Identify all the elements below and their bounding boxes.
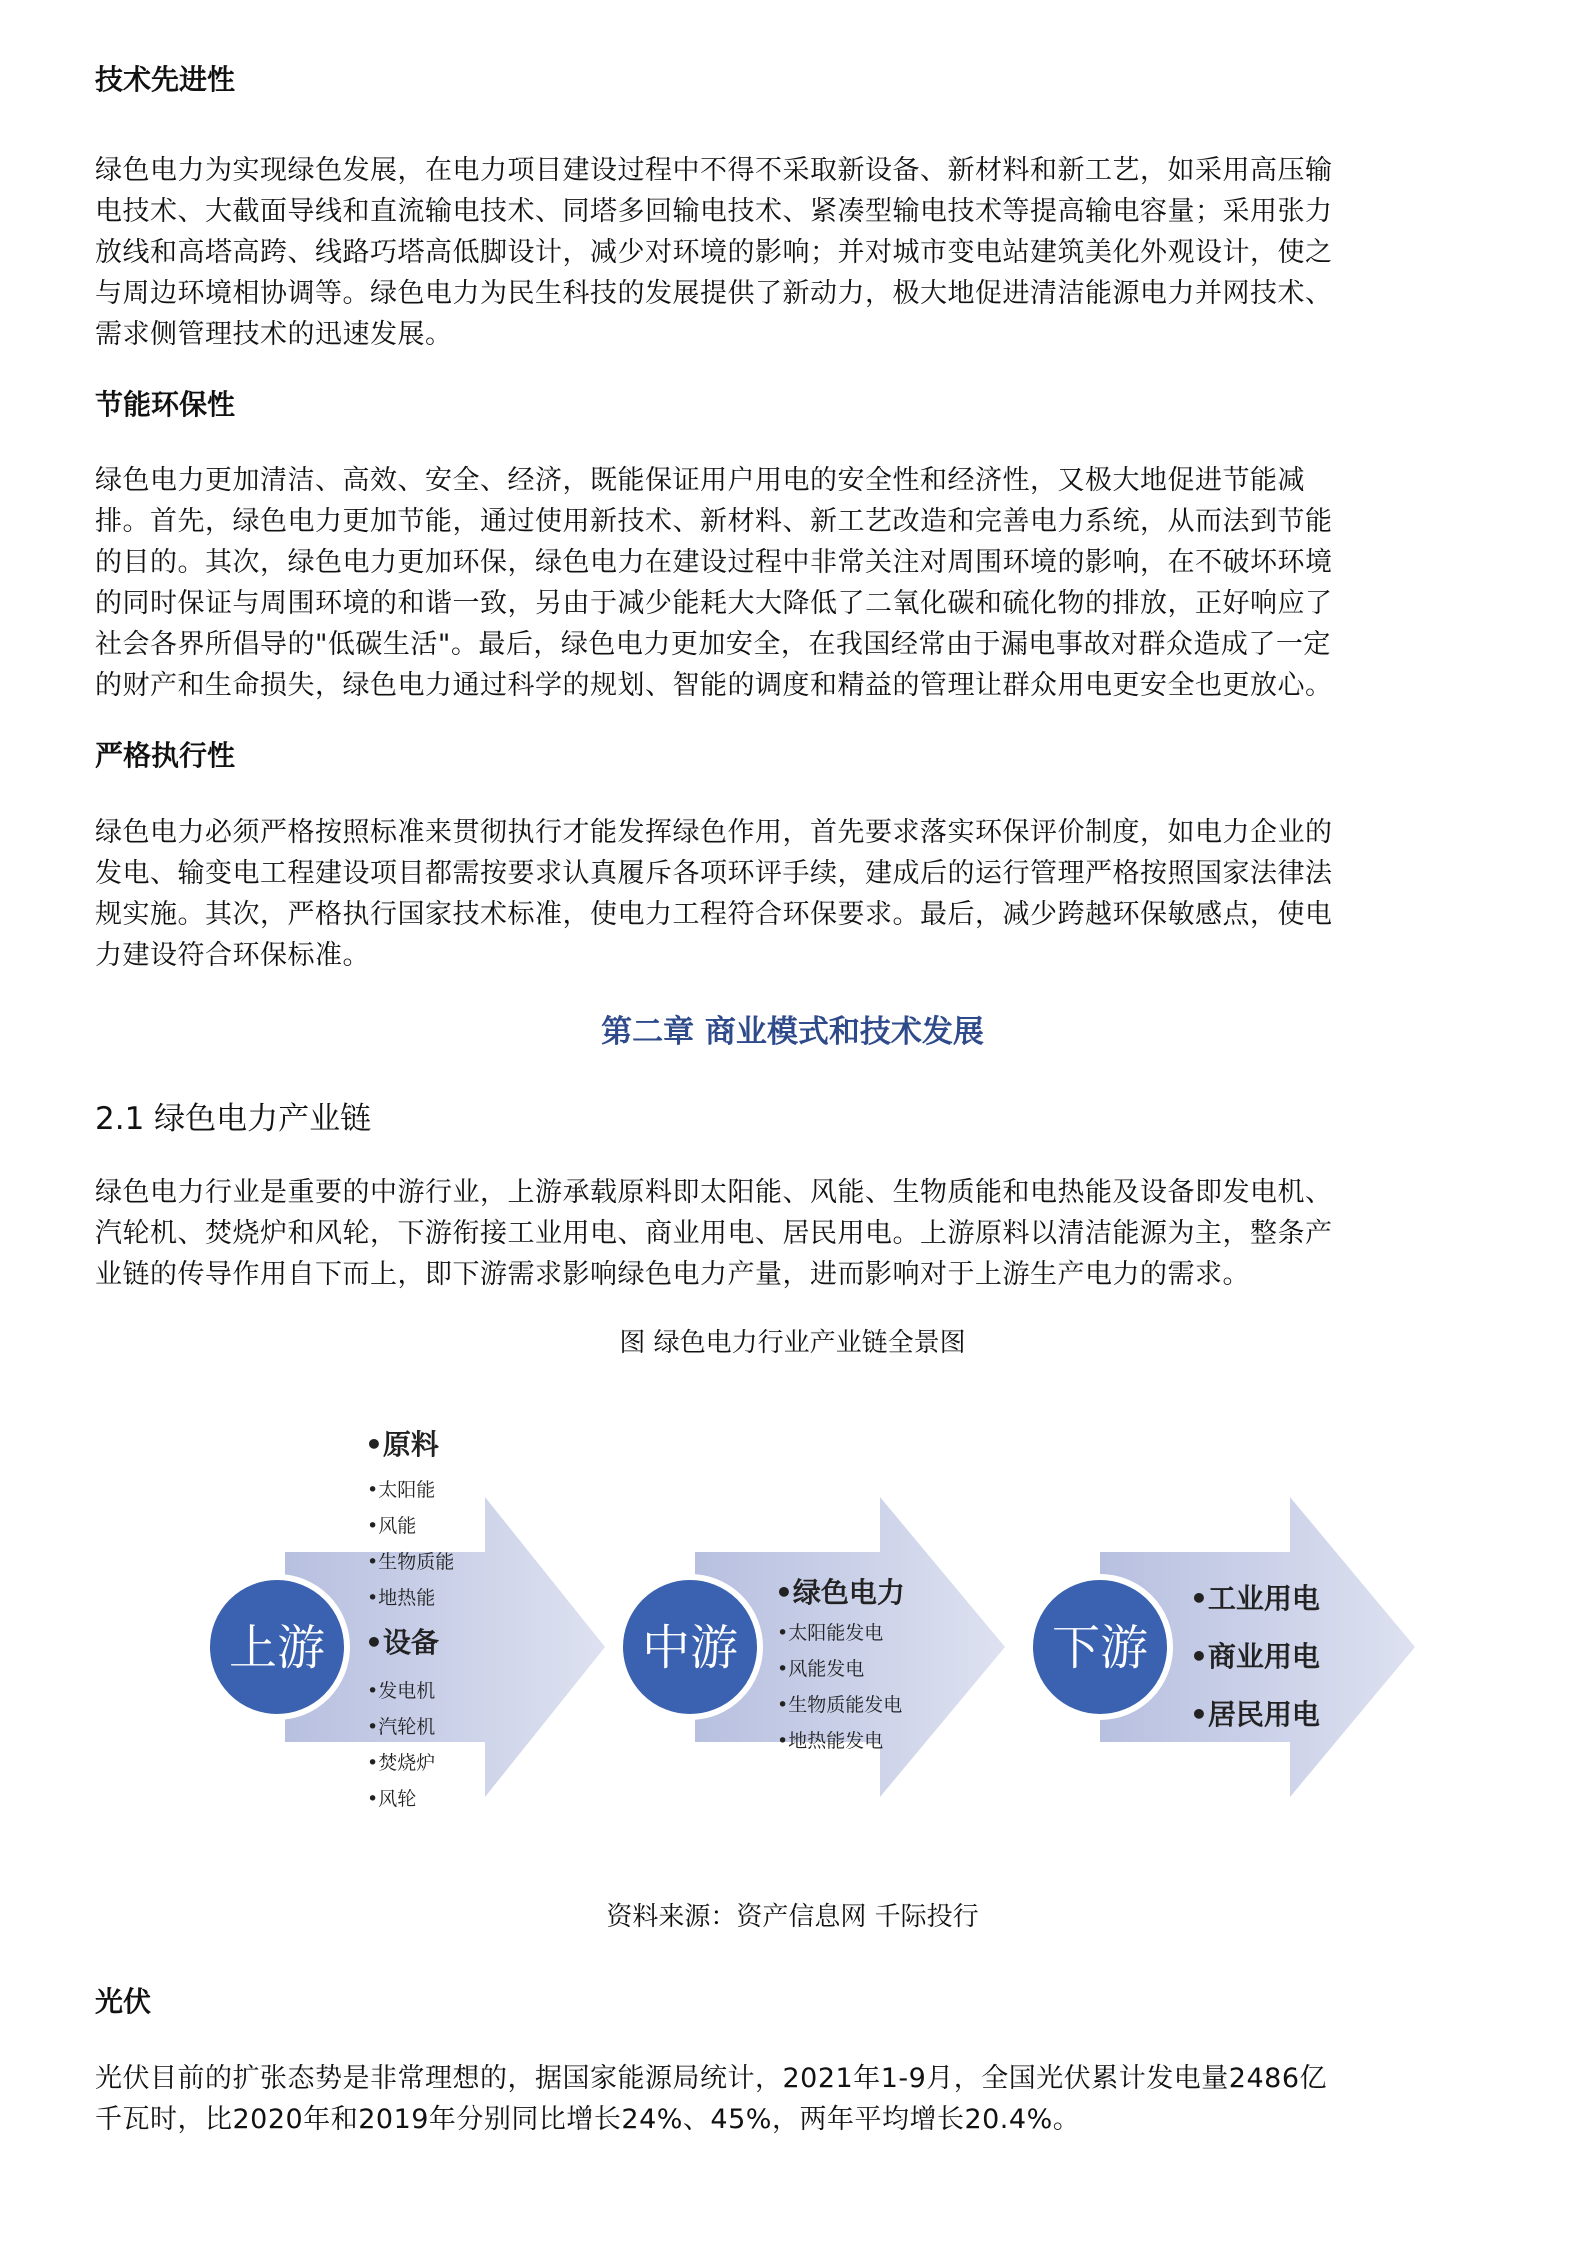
- upstream-item: •生物质能: [367, 1551, 455, 1573]
- energy-line: 的目的。其次，绿色电力更加环保，绿色电力在建设过程中非常关注对周围环境的影响，在不破坏环境: [95, 547, 1333, 578]
- upstream-item: •风轮: [367, 1788, 417, 1810]
- tech-line: 需求侧管理技术的迅速发展。: [95, 319, 453, 350]
- upstream-item: •太阳能: [367, 1479, 436, 1501]
- downstream-label: 下游: [1051, 1620, 1149, 1676]
- tech-line: 放线和高塔高跨、线路巧塔高低脚设计，减少对环境的影响；并对城市变电站建筑美化外观设计，使之: [95, 237, 1333, 268]
- heading-strict: 严格执行性: [95, 739, 236, 772]
- upstream-item: •发电机: [367, 1680, 436, 1702]
- upstream-item: •地热能: [367, 1587, 436, 1609]
- strict-line: 绿色电力必须严格按照标准来贯彻执行才能发挥绿色作用，首先要求落实环保评价制度，如电力企业的: [95, 817, 1333, 848]
- chain-line: 业链的传导作用自下而上，即下游需求影响绿色电力产量，进而影响对于上游生产电力的需求。: [95, 1259, 1250, 1290]
- industry-chain-figure: [205, 1412, 1450, 1872]
- strict-line: 规实施。其次，严格执行国家技术标准，使电力工程符合环保要求。最后，减少跨越环保敏感点，使电: [95, 899, 1333, 930]
- tech-line: 绿色电力为实现绿色发展，在电力项目建设过程中不得不采取新设备、新材料和新工艺，如采用高压输: [95, 155, 1333, 186]
- energy-line: 绿色电力更加清洁、高效、安全、经济，既能保证用户用电的安全性和经济性，又极大地促进节能减: [95, 465, 1305, 496]
- midstream-group: •绿色电力: [775, 1576, 905, 1609]
- tech-line: 与周边环境相协调等。绿色电力为民生科技的发展提供了新动力，极大地促进清洁能源电力并网技术、: [95, 278, 1333, 309]
- strict-paragraph: [95, 812, 1515, 976]
- midstream-item: •生物质能发电: [777, 1694, 903, 1716]
- downstream-item: •工业用电: [1190, 1582, 1320, 1615]
- pv-line: 光伏目前的扩张态势是非常理想的，据国家能源局统计，2021年1-9月，全国光伏累计发电量2486亿: [95, 2063, 1328, 2094]
- upstream-label: 上游: [228, 1620, 326, 1676]
- chapter-title: 第二章 商业模式和技术发展: [601, 1014, 984, 1050]
- pv-paragraph: [95, 2058, 1515, 2140]
- strict-line: 力建设符合环保标准。: [95, 940, 370, 971]
- downstream-item: •居民用电: [1190, 1698, 1320, 1731]
- chain-line: 汽轮机、焚烧炉和风轮，下游衔接工业用电、商业用电、居民用电。上游原料以清洁能源为主，整条产: [95, 1218, 1333, 1249]
- heading-energy: 节能环保性: [95, 388, 236, 421]
- midstream-item: •太阳能发电: [777, 1622, 884, 1644]
- midstream-label: 中游: [641, 1620, 739, 1676]
- energy-line: 的同时保证与周围环境的和谐一致，另由于减少能耗大大降低了二氧化碳和硫化物的排放，正好响应了: [95, 588, 1333, 619]
- strict-line: 发电、输变电工程建设项目都需按要求认真履斥各项环评手续，建成后的运行管理严格按照国家法律法: [95, 858, 1333, 889]
- energy-line: 的财产和生命损失，绿色电力通过科学的规划、智能的调度和精益的管理让群众用电更安全也更放心。: [95, 670, 1333, 701]
- document-body: [95, 60, 1515, 100]
- upstream-group2: •设备: [365, 1626, 439, 1659]
- figure-source: 资料来源：资产信息网 千际投行: [606, 1902, 979, 1932]
- chain-paragraph: [95, 1172, 1515, 1295]
- energy-line: 排。首先，绿色电力更加节能，通过使用新技术、新材料、新工艺改造和完善电力系统，从而法到节能: [95, 506, 1333, 537]
- section-title: 2.1 绿色电力产业链: [95, 1101, 372, 1137]
- energy-line: 社会各界所倡导的"低碳生活"。最后，绿色电力更加安全，在我国经常由于漏电事故对群众造成了一定: [95, 629, 1331, 660]
- upstream-item: •汽轮机: [367, 1716, 436, 1738]
- chain-line: 绿色电力行业是重要的中游行业，上游承载原料即太阳能、风能、生物质能和电热能及设备即发电机、: [95, 1177, 1333, 1208]
- midstream-item: •风能发电: [777, 1658, 865, 1680]
- figure-caption: 图 绿色电力行业产业链全景图: [619, 1328, 966, 1358]
- downstream-item: •商业用电: [1190, 1640, 1320, 1673]
- heading-tech: 技术先进性: [95, 63, 236, 96]
- upstream-item: •焚烧炉: [367, 1752, 436, 1774]
- pv-line: 千瓦时，比2020年和2019年分别同比增长24%、45%，两年平均增长20.4%。: [95, 2104, 1081, 2135]
- energy-paragraph: [95, 460, 1515, 706]
- midstream-item: •地热能发电: [777, 1730, 884, 1752]
- upstream-group1: •原料: [365, 1428, 439, 1461]
- tech-line: 电技术、大截面导线和直流输电技术、同塔多回输电技术、紧凑型输电技术等提高输电容量；采用张力: [95, 196, 1333, 227]
- heading-pv: 光伏: [95, 1985, 152, 2018]
- tech-paragraph: [95, 150, 1515, 355]
- upstream-item: •风能: [367, 1515, 417, 1537]
